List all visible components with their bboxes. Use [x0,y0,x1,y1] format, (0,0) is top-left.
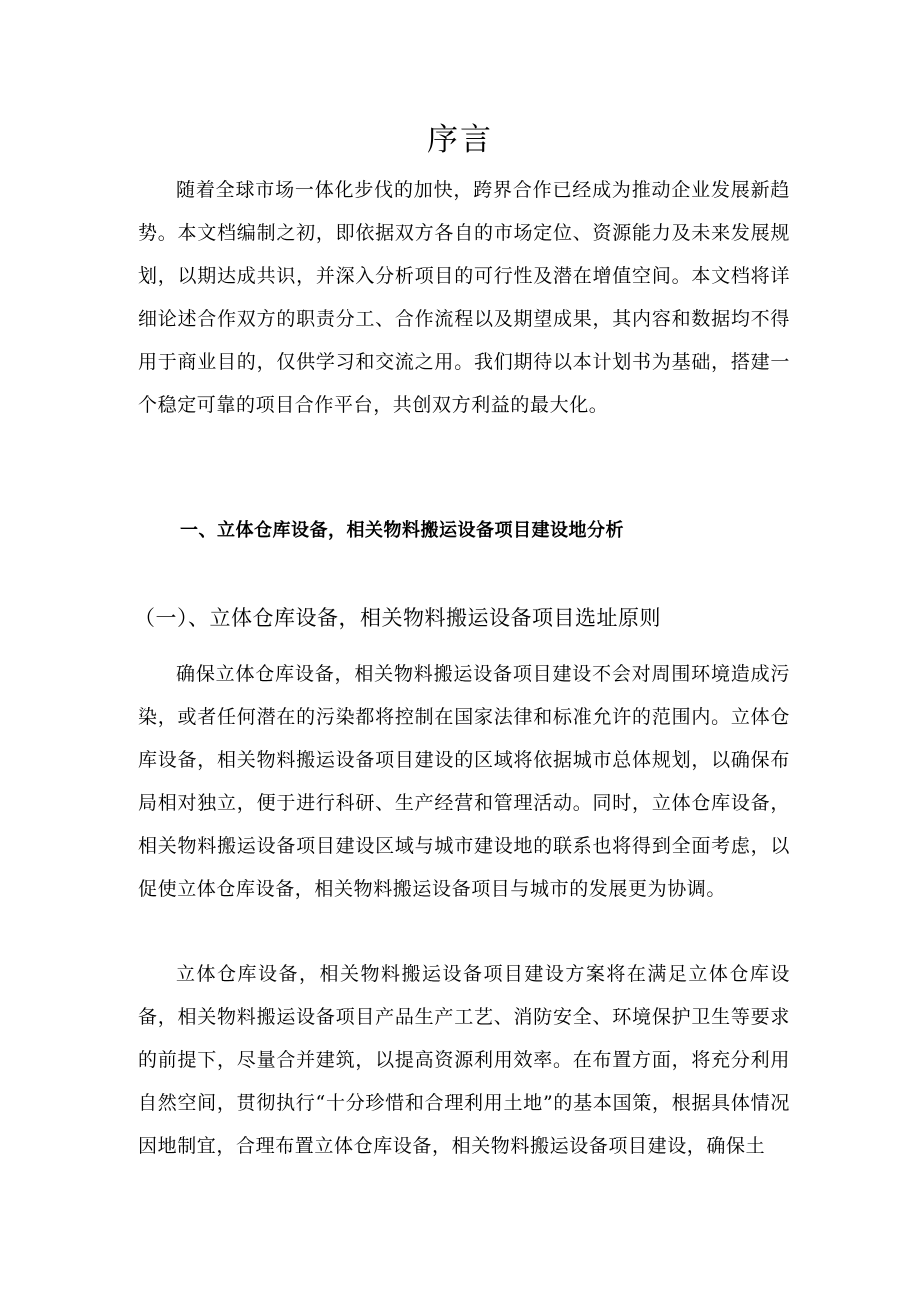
subsection-heading: （一）、立体仓库设备，相关物料搬运设备项目选址原则 [134,606,661,630]
section-heading: 一、立体仓库设备，相关物料搬运设备项目建设地分析 [180,520,624,541]
page-title: 序言 [427,122,493,158]
preface-paragraph: 随着全球市场一体化步伐的加快，跨界合作已经成为推动企业发展新趋势。本文档编制之初，即依据双方各自的市场定位、资源能力及未来发展规划，以期达成共识，并深入分析项目的可行性及潜在增值空间。本文档将详细论述合作双方的职责分工、合作流程以及期望成果，其内容和数据均不得用于商业目的，仅供学习和交流之用。我们期待以本计划书为基础，搭建一个稳定可靠的项目合作平台，共创双方利益的最大化。 [138,179,790,416]
body-paragraph-2: 立体仓库设备，相关物料搬运设备项目建设方案将在满足立体仓库设备，相关物料搬运设备项目产品生产工艺、消防安全、环境保护卫生等要求的前提下，尽量合并建筑，以提高资源利用效率。在布置方面，将充分利用自然空间，贯彻执行“十分珍惜和合理利用土地”的基本国策，根据具体情况因地制宜，合理布置立体仓库设备，相关物料搬运设备项目建设，确保土 [138,963,790,1157]
body-paragraph-1: 确保立体仓库设备，相关物料搬运设备项目建设不会对周围环境造成污染，或者任何潜在的污染都将控制在国家法律和标准允许的范围内。立体仓库设备，相关物料搬运设备项目建设的区域将依据城市总体规划，以确保布局相对独立，便于进行科研、生产经营和管理活动。同时，立体仓库设备，相关物料搬运设备项目建设区域与城市建设地的联系也将得到全面考虑，以促使立体仓库设备，相关物料搬运设备项目与城市的发展更为协调。 [138,663,790,900]
